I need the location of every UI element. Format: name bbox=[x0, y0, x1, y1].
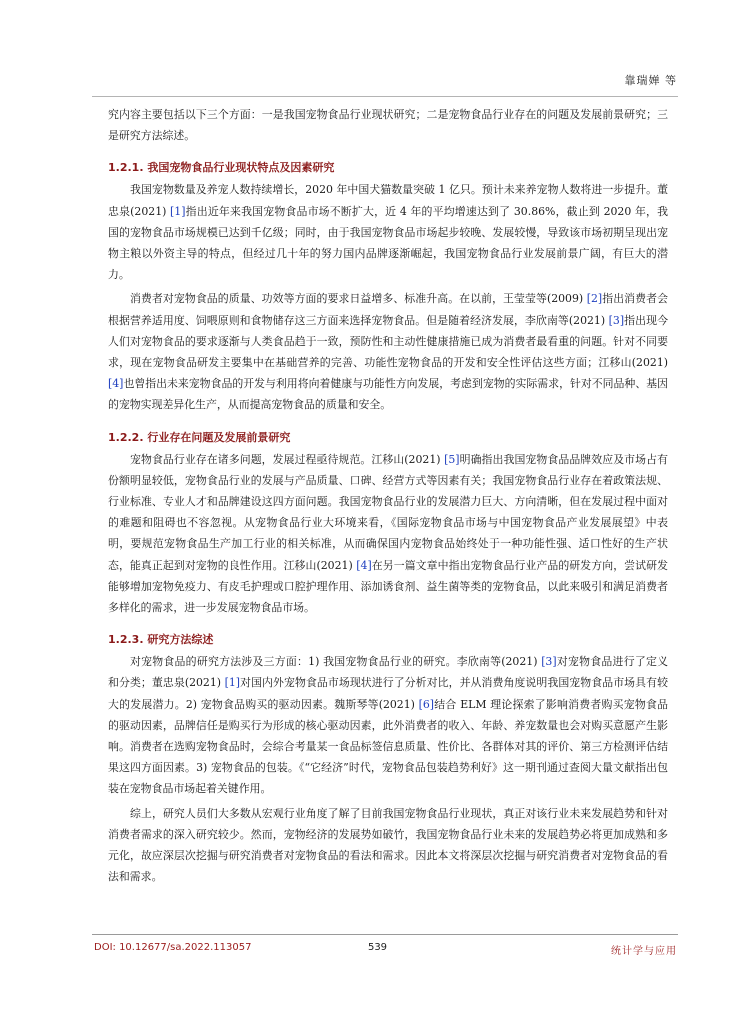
running-header-author: 靠瑞婵 等 bbox=[624, 74, 677, 87]
paragraph-1-2-1-b bbox=[108, 288, 668, 415]
text-run: 宠物食品行业存在诸多问题，发展过程亟待规范。江移山(2021) bbox=[130, 452, 445, 466]
citation-link[interactable]: [1] bbox=[224, 676, 241, 690]
header-rule bbox=[92, 96, 678, 97]
text-run: 消费者对宠物食品的质量、功效等方面的要求日益增多、标准升高。在以前，王莹莹等(2009) bbox=[130, 292, 587, 306]
citation-link[interactable]: [3] bbox=[541, 655, 557, 669]
paragraph-1-2-2 bbox=[108, 449, 668, 619]
paragraph-1-2-3-a bbox=[108, 651, 668, 799]
text-run: 指出消费者会根据营养适用度、饲喂原则和食物储存这三方面来选择宠物食品。但是随着经济发展，李欣南等(2021) bbox=[108, 292, 668, 327]
text-run: 对宠物食品进行了定义和分类；董忠泉(2021) bbox=[108, 655, 668, 690]
citation-link[interactable]: [4] bbox=[108, 377, 124, 391]
footer-journal-name: 统计学与应用 bbox=[611, 946, 677, 957]
citation-link[interactable]: [5] bbox=[444, 452, 460, 466]
text-run: 指出现今人们对宠物食品的要求逐渐与人类食品趋于一致，预防性和主动性健康措施已成为消费者最看重的问题。针对不同要求，现在宠物食品研发主要集中在基础营养的完善、功能性宠物食品的开发和安全性评估这些方面；江移山(2021) bbox=[108, 313, 668, 370]
citation-link[interactable]: [2] bbox=[586, 292, 603, 306]
intro-paragraph: 究内容主要包括以下三个方面：一是我国宠物食品行业现状研究；二是宠物食品行业存在的问题及发展前景研究；三是研究方法综述。 bbox=[108, 108, 668, 143]
text-run: 对宠物食品的研究方法涉及三方面：1) 我国宠物食品行业的研究。李欣南等(2021) bbox=[130, 655, 542, 669]
text-run: 我国宠物数量及养宠人数持续增长，2020 年中国犬猫数量突破 1 亿只。预计未来养宠物人数将进一步提升。董忠泉(2021) bbox=[108, 183, 668, 218]
citation-link[interactable]: [1] bbox=[170, 204, 186, 218]
paragraph-1-2-3-b: 综上，研究人员们大多数从宏观行业角度了解了目前我国宠物食品行业现状，真正对该行业未来发展趋势和针对消费者需求的深入研究较少。然而，宠物经济的发展势如破竹，我国宠物食品行业未来的发展趋势必将更加成熟和多元化，故应深层次挖掘与研究消费者对宠物食品的看法和需求。因此本文将深层次挖掘与研究消费者对宠物食品的看法和需求。 bbox=[108, 806, 668, 884]
text-run: 也曾指出未来宠物食品的开发与利用将向着健康与功能性方向发展，考虑到宠物的实际需求，针对不同品种、基因的宠物实现差异化生产，从而提高宠物食品的质量和安全。 bbox=[108, 377, 668, 412]
citation-link[interactable]: [4] bbox=[356, 558, 372, 572]
footer-rule bbox=[92, 934, 678, 935]
text-run: 对国内外宠物食品市场现状进行了分析对比，并从消费角度说明我国宠物食品市场具有较大的发展潜力。2) 宠物食品购买的驱动因素。魏斯琴等(2021) bbox=[108, 676, 668, 711]
citation-link[interactable]: [3] bbox=[608, 313, 625, 327]
footer-doi[interactable]: DOI: 10.12677/sa.2022.113057 bbox=[94, 942, 252, 953]
text-run: 指出近年来我国宠物食品市场不断扩大，近 4 年的平均增速达到了 30.86%，截止到 2020 年，我国的宠物食品市场规模已达到千亿级；同时，由于我国宠物食品市场起步较晚、发展较慢，导致该市场初期呈现出宠物主粮以外资主导的特点，但经过几十年的努力国内品牌逐渐崛起，我国宠物食品行业发展前景广阔，有巨大的潜力。 bbox=[108, 204, 669, 282]
paragraph-1-2-1-a bbox=[108, 179, 668, 285]
text-run: 在另一篇文章中指出宠物食品行业产品的研发方向，尝试研发能够增加宠物免疫力、有皮毛护理或口腔护理作用、添加诱食剂、益生菌等类的宠物食品，以此来吸引和满足消费者多样化的需求，进一步发展宠物食品市场。 bbox=[108, 558, 668, 615]
citation-link[interactable]: [6] bbox=[418, 697, 435, 711]
footer-page-number: 539 bbox=[367, 942, 388, 953]
text-run: 明确指出我国宠物食品品牌效应及市场占有份额明显较低，宠物食品行业的发展与产品质量、口碑、经营方式等因素有关；我国宠物食品行业存在着政策法规、行业标准、专业人才和品牌建设这四方面问题。我国宠物食品行业的发展潜力巨大、方向清晰，但在发展过程中面对的难题和阻碍也不容忽视。从宠物食品行业大环境来看，《国际宠物食品市场与中国宠物食品产业发展展望》中表明，要规范宠物食品生产加工行业的相关标准，从而确保国内宠物食品始终处于一种功能性强、适口性好的生产状态，能真正起到对宠物的良性作用。江移山(2021) bbox=[108, 452, 668, 572]
text-run: 结合 ELM 理论探索了影响消费者购买宠物食品的驱动因素，品牌信任是购买行为形成的核心驱动因素，此外消费者的收入、年龄、养宠数量也会对购买意愿产生影响。消费者在选购宠物食品时，会综合考量某一食品标签信息质量、性价比、各群体对其的评价、第三方检测评估结果这四方面因素。3) 宠物食品的包装。《“它经济”时代，宠物食品包装趋势利好》这一期刊通过查阅大量文献指出包装在宠物食品市场起着关键作用。 bbox=[108, 697, 668, 796]
section-heading-1-2-3: 1.2.3. 研究方法综述 bbox=[108, 633, 214, 647]
section-heading-1-2-1: 1.2.1. 我国宠物食品行业现状特点及因素研究 bbox=[108, 161, 335, 175]
body-text bbox=[108, 104, 668, 891]
section-heading-1-2-2: 1.2.2. 行业存在问题及发展前景研究 bbox=[108, 430, 291, 444]
